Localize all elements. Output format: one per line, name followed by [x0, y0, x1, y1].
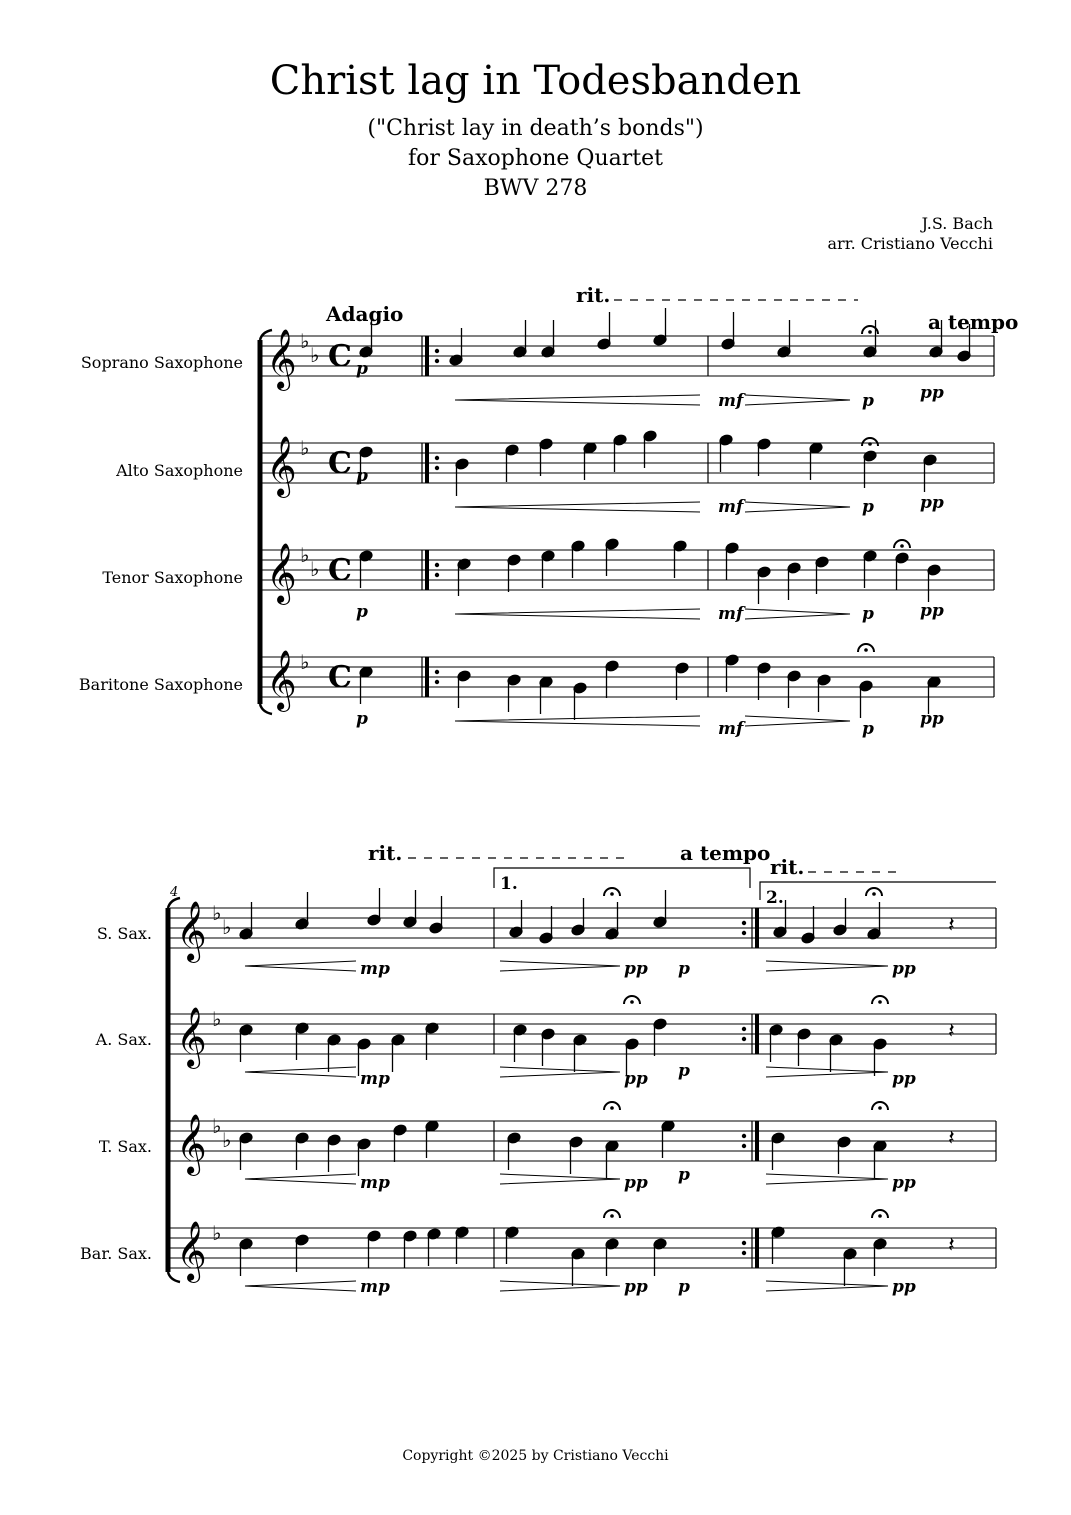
rit-marking: rit. — [576, 283, 611, 307]
dynamic-p: p — [356, 359, 368, 379]
crescendo-hairpin — [455, 716, 700, 726]
dynamic-p: p — [678, 1277, 690, 1297]
fermata-dot — [610, 1214, 614, 1218]
repeat-dot — [435, 563, 439, 567]
volta-label-1: 1. — [500, 874, 518, 894]
instrument-abbr-baritone: Bar. Sax. — [80, 1244, 152, 1263]
fermata-dot — [872, 892, 876, 896]
quarter-rest: 𝄽 — [948, 1019, 955, 1044]
dynamic-mf: mf — [718, 391, 744, 411]
composer: J.S. Bach — [921, 214, 993, 233]
dynamic-pp: pp — [624, 959, 648, 979]
dynamic-pp: pp — [892, 1277, 916, 1297]
fermata-dot — [630, 1000, 634, 1004]
system-1-staves — [262, 308, 994, 726]
dynamic-pp: pp — [920, 709, 944, 729]
dynamic-p: p — [862, 497, 874, 517]
flat-sign: ♭ — [300, 650, 310, 674]
repeat-dot — [742, 1134, 746, 1138]
score-subtitle-instrumentation: for Saxophone Quartet — [408, 146, 663, 171]
dynamic-p: p — [678, 1165, 690, 1185]
repeat-dot — [742, 931, 746, 935]
decrescendo-hairpin — [766, 1174, 888, 1184]
flat-sign: ♭ — [212, 1007, 222, 1031]
quarter-rest: 𝄽 — [948, 1233, 955, 1258]
dynamic-p: p — [678, 1061, 690, 1081]
repeat-dot — [435, 456, 439, 460]
decrescendo-hairpin — [745, 502, 850, 512]
treble-clef: 𝄞 — [266, 329, 297, 389]
repeat-dot — [435, 466, 439, 470]
repeat-dot — [435, 359, 439, 363]
flat-sign: ♭ — [300, 436, 310, 460]
instrument-name-soprano: Soprano Saxophone — [80, 353, 243, 372]
crescendo-hairpin — [245, 1174, 356, 1184]
dynamic-pp: pp — [920, 493, 944, 513]
decrescendo-hairpin — [766, 961, 888, 971]
treble-clef: 𝄞 — [266, 543, 297, 603]
dynamic-mf: mf — [718, 497, 744, 517]
dynamic-mf: mf — [718, 719, 744, 739]
crescendo-hairpin — [455, 502, 700, 512]
decrescendo-hairpin — [500, 961, 620, 971]
dynamic-pp: pp — [892, 1069, 916, 1089]
quarter-rest: 𝄽 — [948, 1126, 955, 1151]
instrument-name-alto: Alto Saxophone — [116, 461, 243, 480]
measure-number: 4 — [170, 885, 179, 900]
fermata-dot — [900, 544, 904, 548]
flat-sign: ♭ — [222, 915, 232, 939]
repeat-dot — [742, 1027, 746, 1031]
dynamic-p: p — [356, 602, 368, 622]
score-title: Christ lag in Todesbanden — [269, 58, 802, 104]
rit-marking: rit. — [770, 855, 805, 879]
dynamic-pp: pp — [920, 601, 944, 621]
system-2 — [80, 841, 996, 1297]
repeat-dot — [435, 670, 439, 674]
repeat-dot — [435, 680, 439, 684]
dynamic-p: p — [862, 604, 874, 624]
dynamic-pp: pp — [624, 1277, 648, 1297]
instrument-abbr-tenor: T. Sax. — [98, 1137, 152, 1156]
treble-clef: 𝄞 — [176, 901, 207, 961]
decrescendo-hairpin — [745, 395, 850, 405]
fermata-dot — [610, 1106, 614, 1110]
dynamic-mp: mp — [360, 1069, 390, 1089]
flat-sign: ♭ — [212, 1221, 222, 1245]
dynamic-pp: pp — [892, 959, 916, 979]
treble-clef: 𝄞 — [176, 1114, 207, 1174]
fermata-dot — [868, 330, 872, 334]
treble-clef: 𝄞 — [176, 1007, 207, 1067]
dynamic-pp: pp — [624, 1069, 648, 1089]
treble-clef: 𝄞 — [266, 650, 297, 710]
dynamic-pp: pp — [920, 383, 944, 403]
tempo-marking: Adagio — [326, 302, 404, 326]
dynamic-p: p — [356, 709, 368, 729]
decrescendo-hairpin — [500, 1174, 620, 1184]
flat-sign: ♭ — [212, 1114, 222, 1138]
time-signature: C — [328, 339, 352, 374]
instrument-name-baritone: Baritone Saxophone — [78, 675, 243, 694]
rit-marking: rit. — [368, 841, 403, 865]
time-signature: C — [328, 446, 352, 481]
dynamic-p: p — [678, 959, 690, 979]
fermata-dot — [878, 1214, 882, 1218]
time-signature: C — [328, 553, 352, 588]
a-tempo-marking: a tempo — [680, 841, 771, 865]
flat-sign: ♭ — [212, 901, 222, 925]
dynamic-pp: pp — [892, 1173, 916, 1193]
decrescendo-hairpin — [745, 716, 850, 726]
dynamic-mp: mp — [360, 1277, 390, 1297]
decrescendo-hairpin — [766, 1067, 888, 1077]
repeat-dot — [435, 573, 439, 577]
decrescendo-hairpin — [766, 1281, 888, 1291]
treble-clef: 𝄞 — [266, 436, 297, 496]
flat-sign: ♭ — [310, 557, 320, 581]
system-2-staves — [170, 888, 996, 1291]
fermata-dot — [868, 442, 872, 446]
time-signature: C — [328, 660, 352, 695]
dynamic-pp: pp — [624, 1173, 648, 1193]
flat-sign: ♭ — [222, 1128, 232, 1152]
flat-sign: ♭ — [310, 343, 320, 367]
score-subtitle-translation: ("Christ lay in death’s bonds") — [367, 116, 704, 141]
crescendo-hairpin — [455, 609, 700, 619]
fermata-dot — [864, 648, 868, 652]
system-1 — [79, 283, 1018, 739]
crescendo-hairpin — [455, 395, 700, 405]
repeat-dot — [742, 1144, 746, 1148]
score-catalog-number: BWV 278 — [483, 176, 588, 201]
crescendo-hairpin — [245, 1281, 356, 1291]
volta-bracket-2 — [760, 882, 996, 900]
decrescendo-hairpin — [500, 1281, 620, 1291]
a-tempo-marking: a tempo — [928, 310, 1019, 334]
flat-sign: ♭ — [300, 543, 310, 567]
arranger: arr. Cristiano Vecchi — [827, 234, 993, 253]
repeat-dot — [742, 1251, 746, 1255]
fermata-dot — [878, 1106, 882, 1110]
dynamic-mp: mp — [360, 1173, 390, 1193]
repeat-dot — [742, 1241, 746, 1245]
dynamic-mp: mp — [360, 959, 390, 979]
fermata-dot — [610, 892, 614, 896]
repeat-dot — [435, 349, 439, 353]
crescendo-hairpin — [245, 1067, 356, 1077]
instrument-abbr-soprano: S. Sax. — [96, 924, 152, 943]
dynamic-p: p — [862, 719, 874, 739]
volta-bracket-1 — [494, 868, 750, 888]
copyright-notice: Copyright ©2025 by Cristiano Vecchi — [402, 1448, 669, 1464]
flat-sign: ♭ — [300, 329, 310, 353]
instrument-abbr-alto: A. Sax. — [95, 1030, 152, 1049]
dynamic-p: p — [356, 466, 368, 486]
decrescendo-hairpin — [500, 1067, 620, 1077]
crescendo-hairpin — [245, 961, 356, 971]
dynamic-p: p — [862, 391, 874, 411]
quarter-rest: 𝄽 — [948, 913, 955, 938]
fermata-dot — [878, 1000, 882, 1004]
dynamic-mf: mf — [718, 604, 744, 624]
decrescendo-hairpin — [745, 609, 850, 619]
repeat-dot — [742, 921, 746, 925]
repeat-dot — [742, 1037, 746, 1041]
volta-label-2: 2. — [766, 888, 784, 908]
instrument-name-tenor: Tenor Saxophone — [102, 568, 243, 587]
treble-clef: 𝄞 — [176, 1221, 207, 1281]
